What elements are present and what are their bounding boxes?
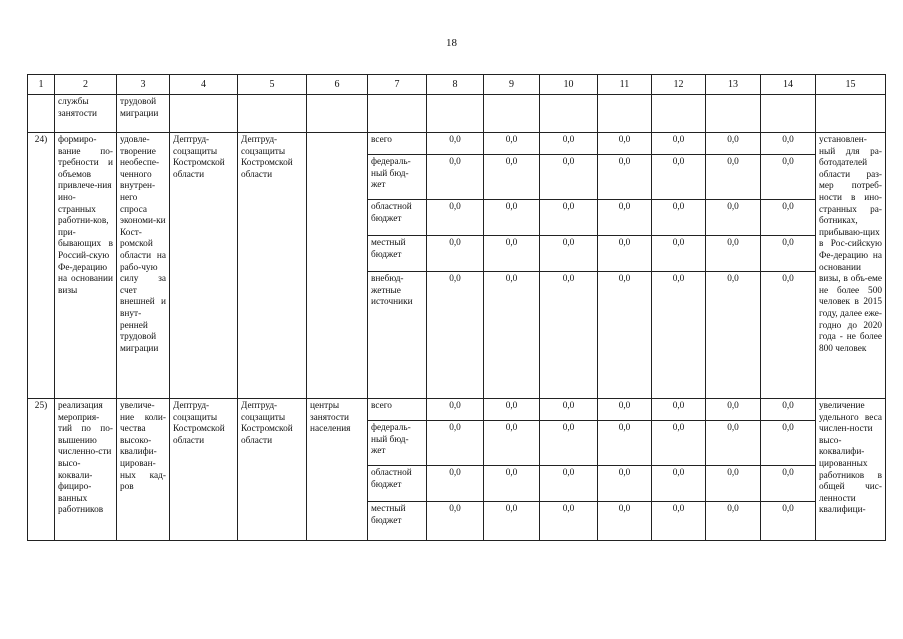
co-executor: Дептруд-соцзащиты Костромской области <box>238 133 307 399</box>
funding-value: 0,0 <box>598 399 652 421</box>
funding-value: 0,0 <box>427 502 484 541</box>
funding-value: 0,0 <box>484 421 540 466</box>
row-index: 24) <box>28 133 55 399</box>
funding-value: 0,0 <box>706 133 761 155</box>
funding-value: 0,0 <box>598 466 652 502</box>
funding-value: 0,0 <box>598 155 652 200</box>
expected-result: увеличение удельного веса числен-ности высо-коквалифи-цированных работников в общей чис-ленности квалифици- <box>816 399 886 541</box>
funding-value: 0,0 <box>540 133 598 155</box>
funding-value: 0,0 <box>706 155 761 200</box>
funding-value: 0,0 <box>484 502 540 541</box>
row-index: 25) <box>28 399 55 541</box>
funding-source: местный бюджет <box>368 502 427 541</box>
funding-value: 0,0 <box>484 155 540 200</box>
header-cell: 10 <box>540 75 598 95</box>
funding-value: 0,0 <box>706 421 761 466</box>
funding-value: 0,0 <box>761 421 816 466</box>
header-cell: 9 <box>484 75 540 95</box>
funding-value: 0,0 <box>706 200 761 236</box>
header-cell: 7 <box>368 75 427 95</box>
funding-source: федераль-ный бюд-жет <box>368 421 427 466</box>
funding-value: 0,0 <box>652 421 706 466</box>
funding-value: 0,0 <box>652 399 706 421</box>
funding-value: 0,0 <box>761 399 816 421</box>
funding-value: 0,0 <box>706 466 761 502</box>
header-row <box>28 75 886 95</box>
funding-value: 0,0 <box>540 421 598 466</box>
participant: центры занятости населения <box>307 399 368 541</box>
funding-row <box>28 133 886 155</box>
funding-value: 0,0 <box>427 200 484 236</box>
responsible-executor: Дептруд-соцзащиты Костромской области <box>170 399 238 541</box>
funding-value: 0,0 <box>652 133 706 155</box>
header-cell: 2 <box>55 75 117 95</box>
funding-value: 0,0 <box>706 399 761 421</box>
co-executor: Дептруд-соцзащиты Костромской области <box>238 399 307 541</box>
funding-value: 0,0 <box>540 272 598 399</box>
funding-value: 0,0 <box>540 155 598 200</box>
funding-value: 0,0 <box>652 502 706 541</box>
funding-value: 0,0 <box>598 200 652 236</box>
funding-row <box>28 399 886 421</box>
expected-result: установлен-ный для ра-ботодателей области раз-мер потреб-ности в ино-странных ра-ботниках, прибываю-щих в Рос-сийскую Фе-дерацию на основании визы, в объ-еме не более 500 человек в 2015 году, далее еже-годно до 2020 года - не более 800 человек <box>816 133 886 399</box>
funding-value: 0,0 <box>484 133 540 155</box>
funding-value: 0,0 <box>540 200 598 236</box>
header-cell: 11 <box>598 75 652 95</box>
measure-name: формиро-вание по-требности и объемов привлече-ния ино-странных работни-ков, при-бывающих в Россий-скую Фе-дерацию на основании визы <box>55 133 117 399</box>
header-cell: 12 <box>652 75 706 95</box>
funding-value: 0,0 <box>706 236 761 272</box>
funding-value: 0,0 <box>761 236 816 272</box>
funding-value: 0,0 <box>761 466 816 502</box>
header-cell: 3 <box>117 75 170 95</box>
funding-source: федераль-ный бюд-жет <box>368 155 427 200</box>
funding-source: всего <box>368 133 427 155</box>
measure-goal: удовле-творение необеспе-ченного внутрен-него спроса экономи-ки Кост-ромской области на рабо-чую силу за счет внешней и внут-ренней трудовой миграции <box>117 133 170 399</box>
responsible-executor: Дептруд-соцзащиты Костромской области <box>170 133 238 399</box>
funding-value: 0,0 <box>484 399 540 421</box>
page-number: 18 <box>446 37 457 49</box>
funding-value: 0,0 <box>652 236 706 272</box>
funding-value: 0,0 <box>652 466 706 502</box>
funding-value: 0,0 <box>427 272 484 399</box>
continuation-row <box>28 95 886 133</box>
funding-value: 0,0 <box>540 399 598 421</box>
funding-value: 0,0 <box>484 466 540 502</box>
header-cell: 5 <box>238 75 307 95</box>
funding-source: внебюд-жетные источники <box>368 272 427 399</box>
header-cell: 4 <box>170 75 238 95</box>
header-cell: 8 <box>427 75 484 95</box>
header-cell: 6 <box>307 75 368 95</box>
header-cell: 14 <box>761 75 816 95</box>
measure-name: реализация мероприя-тий по по-вышению численно-сти высо-коквали-фициро-ванных работников <box>55 399 117 541</box>
funding-value: 0,0 <box>427 466 484 502</box>
funding-value: 0,0 <box>540 466 598 502</box>
funding-value: 0,0 <box>761 155 816 200</box>
funding-value: 0,0 <box>598 421 652 466</box>
funding-value: 0,0 <box>598 272 652 399</box>
funding-value: 0,0 <box>598 502 652 541</box>
funding-value: 0,0 <box>761 133 816 155</box>
funding-value: 0,0 <box>652 272 706 399</box>
funding-value: 0,0 <box>761 272 816 399</box>
funding-value: 0,0 <box>598 236 652 272</box>
header-cell: 1 <box>28 75 55 95</box>
continuation-text: трудовой миграции <box>117 95 170 133</box>
funding-value: 0,0 <box>484 272 540 399</box>
funding-value: 0,0 <box>427 421 484 466</box>
funding-value: 0,0 <box>706 272 761 399</box>
funding-value: 0,0 <box>540 502 598 541</box>
funding-value: 0,0 <box>427 399 484 421</box>
measures-table <box>27 74 886 541</box>
header-cell: 13 <box>706 75 761 95</box>
funding-value: 0,0 <box>484 200 540 236</box>
funding-source: областной бюджет <box>368 200 427 236</box>
participant <box>307 133 368 399</box>
funding-source: областной бюджет <box>368 466 427 502</box>
funding-value: 0,0 <box>652 200 706 236</box>
funding-value: 0,0 <box>427 133 484 155</box>
continuation-text: службы занятости <box>55 95 117 133</box>
funding-value: 0,0 <box>484 236 540 272</box>
funding-value: 0,0 <box>706 502 761 541</box>
funding-source: местный бюджет <box>368 236 427 272</box>
funding-value: 0,0 <box>540 236 598 272</box>
funding-value: 0,0 <box>427 155 484 200</box>
measure-goal: увеличе-ние коли-чества высоко-квалифи-цирован-ных кад-ров <box>117 399 170 541</box>
funding-value: 0,0 <box>761 502 816 541</box>
funding-value: 0,0 <box>652 155 706 200</box>
funding-value: 0,0 <box>761 200 816 236</box>
funding-value: 0,0 <box>598 133 652 155</box>
funding-source: всего <box>368 399 427 421</box>
header-cell: 15 <box>816 75 886 95</box>
funding-value: 0,0 <box>427 236 484 272</box>
